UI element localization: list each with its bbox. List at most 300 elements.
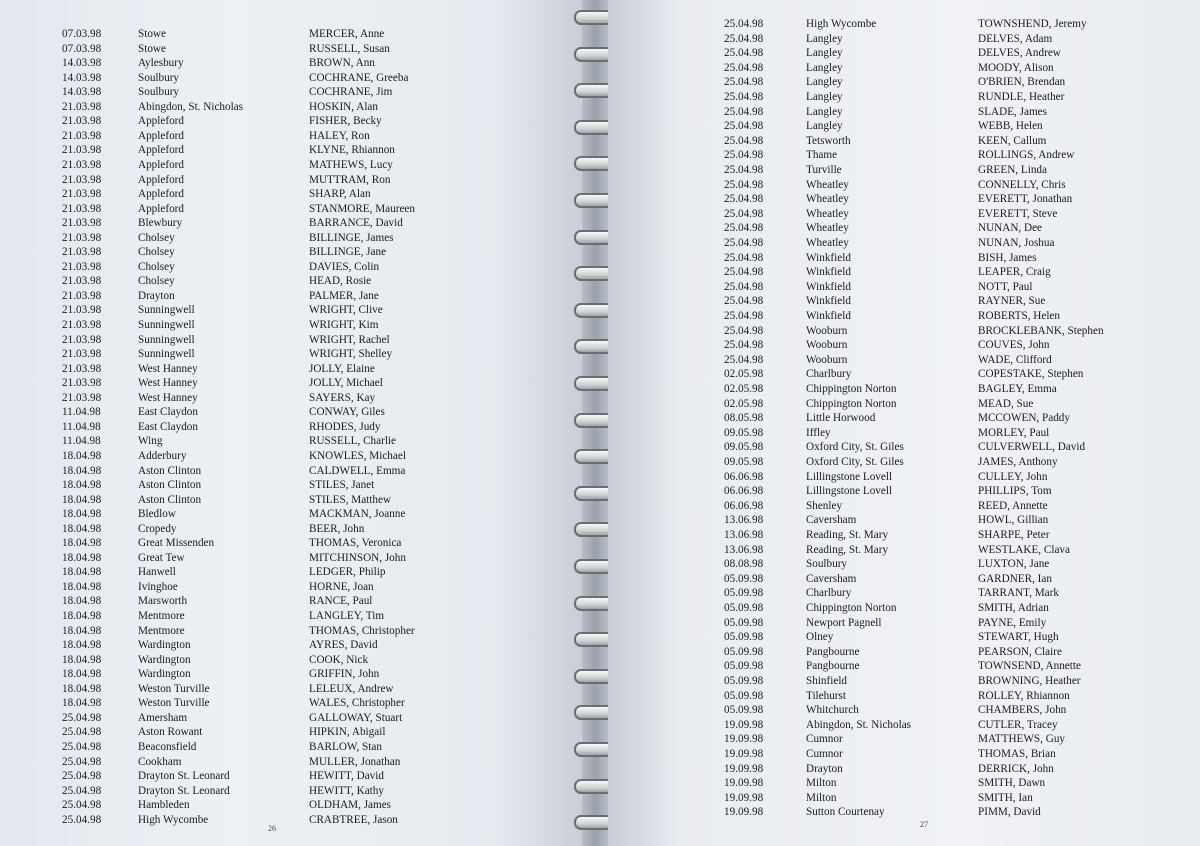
- place-cell: Winkfield: [806, 280, 851, 293]
- place-cell: Reading, St. Mary: [806, 543, 889, 556]
- list-row: [608, 32, 1200, 46]
- list-row: [608, 105, 1200, 119]
- list-row: [0, 711, 582, 725]
- list-row: [0, 580, 582, 594]
- name-cell: EVERETT, Steve: [978, 207, 1058, 220]
- date-cell: 25.04.98: [724, 353, 764, 366]
- list-row: [0, 303, 582, 317]
- place-cell: Charlbury: [806, 587, 852, 600]
- name-cell: GRIFFIN, John: [309, 668, 380, 681]
- name-cell: SHARPE, Peter: [978, 529, 1050, 541]
- name-cell: SMITH, Dawn: [978, 777, 1046, 790]
- name-cell: TOWNSHEND, Jeremy: [978, 18, 1087, 30]
- date-cell: 25.04.98: [62, 813, 102, 826]
- date-cell: 25.04.98: [62, 755, 102, 768]
- place-cell: Milton: [806, 777, 837, 790]
- list-row: [608, 703, 1200, 717]
- date-cell: 25.04.98: [724, 266, 764, 279]
- name-cell: MATTHEWS, Guy: [978, 733, 1066, 746]
- list-row: [0, 318, 582, 332]
- name-cell: DELVES, Adam: [978, 32, 1053, 45]
- date-cell: 25.04.98: [724, 251, 764, 264]
- date-cell: 19.09.98: [724, 718, 764, 731]
- list-row: [0, 696, 582, 710]
- date-cell: 25.04.98: [724, 134, 764, 147]
- place-cell: Caversham: [806, 572, 857, 585]
- place-cell: Appleford: [138, 115, 184, 128]
- place-cell: West Hanney: [138, 362, 198, 375]
- name-cell: BILLINGE, Jane: [309, 246, 387, 259]
- place-cell: Great Missenden: [138, 537, 215, 550]
- date-cell: 25.04.98: [724, 222, 764, 235]
- date-cell: 05.09.98: [724, 645, 764, 658]
- place-cell: Soulbury: [806, 558, 848, 571]
- date-cell: 19.09.98: [724, 791, 764, 804]
- place-cell: Sunningwell: [138, 348, 195, 361]
- date-cell: 05.09.98: [724, 689, 764, 702]
- name-cell: AYRES, David: [309, 639, 378, 652]
- date-cell: 25.04.98: [724, 164, 764, 176]
- name-cell: CALDWELL, Emma: [309, 464, 406, 477]
- list-row: [608, 397, 1200, 411]
- list-row: [608, 367, 1200, 381]
- date-cell: 18.04.98: [62, 595, 102, 608]
- place-cell: Chippington Norton: [806, 397, 897, 410]
- place-cell: Cholsey: [138, 260, 175, 273]
- list-row: [0, 536, 582, 550]
- date-cell: 13.06.98: [724, 514, 764, 527]
- list-row: [0, 42, 582, 56]
- list-row: [608, 572, 1200, 586]
- name-cell: RUNDLE, Heather: [978, 91, 1065, 103]
- date-cell: 18.04.98: [62, 449, 102, 462]
- date-cell: 21.03.98: [62, 304, 102, 317]
- name-cell: RUSSELL, Susan: [309, 42, 390, 55]
- list-row: [0, 202, 582, 216]
- list-row: [608, 251, 1200, 265]
- place-cell: Shinfield: [806, 675, 848, 687]
- list-row: [0, 755, 582, 769]
- name-cell: PAYNE, Emily: [978, 616, 1047, 629]
- list-row: [608, 805, 1200, 819]
- name-cell: STILES, Matthew: [309, 493, 392, 506]
- list-row: [608, 75, 1200, 89]
- list-row: [608, 513, 1200, 527]
- list-row: [608, 762, 1200, 776]
- place-cell: Aston Rowant: [138, 726, 203, 739]
- list-row: [608, 732, 1200, 746]
- name-cell: THOMAS, Veronica: [309, 537, 402, 550]
- place-cell: Cumnor: [806, 748, 843, 760]
- list-row: [608, 718, 1200, 732]
- place-cell: Wardington: [138, 639, 191, 652]
- right-page-number: 27: [920, 820, 928, 829]
- list-row: [0, 289, 582, 303]
- date-cell: 18.04.98: [62, 508, 102, 521]
- date-cell: 18.04.98: [62, 537, 102, 550]
- date-cell: 11.04.98: [62, 435, 101, 448]
- place-cell: Langley: [806, 120, 843, 133]
- date-cell: 21.03.98: [62, 289, 102, 302]
- list-row: [608, 630, 1200, 644]
- place-cell: Soulbury: [138, 71, 180, 84]
- name-cell: CULLEY, John: [978, 470, 1048, 483]
- place-cell: Cookham: [138, 755, 182, 768]
- list-row: [0, 274, 582, 288]
- date-cell: 25.04.98: [724, 193, 764, 206]
- place-cell: Iffley: [806, 426, 831, 439]
- place-cell: Milton: [806, 791, 837, 804]
- name-cell: MOODY, Alison: [978, 61, 1054, 74]
- list-row: [608, 46, 1200, 60]
- name-cell: RANCE, Paul: [309, 595, 373, 608]
- list-row: [608, 338, 1200, 352]
- date-cell: 21.03.98: [62, 333, 102, 346]
- place-cell: Cholsey: [138, 231, 175, 244]
- list-row: [0, 725, 582, 739]
- name-cell: CONNELLY, Chris: [978, 178, 1066, 191]
- date-cell: 25.04.98: [724, 295, 764, 308]
- date-cell: 11.04.98: [62, 420, 101, 433]
- place-cell: Appleford: [138, 173, 184, 186]
- name-cell: DAVIES, Colin: [309, 260, 380, 273]
- name-cell: FISHER, Becky: [309, 115, 382, 128]
- left-page: [0, 0, 582, 846]
- list-row: [608, 280, 1200, 294]
- name-cell: SHARP, Alan: [309, 188, 371, 201]
- name-cell: HOWL, Gillian: [978, 514, 1049, 527]
- name-cell: O'BRIEN, Brendan: [978, 76, 1066, 89]
- place-cell: Langley: [806, 76, 843, 89]
- place-cell: Charlbury: [806, 368, 852, 381]
- name-cell: LANGLEY, Tim: [309, 610, 385, 622]
- date-cell: 13.06.98: [724, 543, 764, 556]
- name-cell: MULLER, Jonathan: [309, 755, 401, 768]
- place-cell: Tetsworth: [806, 134, 851, 147]
- list-row: [0, 653, 582, 667]
- list-row: [0, 173, 582, 187]
- name-cell: SMITH, Adrian: [978, 602, 1049, 614]
- date-cell: 18.04.98: [62, 479, 102, 492]
- name-cell: MACKMAN, Joanne: [309, 508, 406, 521]
- date-cell: 21.03.98: [62, 362, 102, 375]
- place-cell: Stowe: [138, 42, 166, 55]
- list-row: [608, 382, 1200, 396]
- list-row: [0, 478, 582, 492]
- name-cell: NUNAN, Dee: [978, 222, 1043, 235]
- list-row: [608, 791, 1200, 805]
- name-cell: HIPKIN, Abigail: [309, 726, 386, 739]
- date-cell: 18.04.98: [62, 522, 102, 535]
- place-cell: Sunningwell: [138, 319, 195, 331]
- place-cell: Appleford: [138, 144, 184, 157]
- date-cell: 25.04.98: [62, 799, 102, 812]
- list-row: [608, 747, 1200, 761]
- date-cell: 02.05.98: [724, 368, 764, 381]
- name-cell: WALES, Christopher: [309, 697, 405, 710]
- name-cell: HORNE, Joan: [309, 580, 374, 593]
- list-row: [608, 484, 1200, 498]
- place-cell: Winkfield: [806, 266, 851, 279]
- date-cell: 14.03.98: [62, 71, 102, 84]
- name-cell: RAYNER, Sue: [978, 295, 1046, 308]
- list-row: [608, 353, 1200, 367]
- date-cell: 25.04.98: [62, 770, 102, 783]
- date-cell: 25.04.98: [724, 47, 764, 60]
- list-row: [0, 565, 582, 579]
- date-cell: 18.04.98: [62, 624, 102, 637]
- place-cell: Marsworth: [138, 595, 188, 608]
- name-cell: LEAPER, Craig: [978, 266, 1051, 279]
- date-cell: 18.04.98: [62, 697, 102, 710]
- place-cell: Wheatley: [806, 193, 849, 206]
- place-cell: Little Horwood: [806, 412, 876, 425]
- date-cell: 08.08.98: [724, 558, 764, 571]
- list-row: [0, 85, 582, 99]
- list-row: [608, 163, 1200, 177]
- place-cell: Ivinghoe: [138, 580, 178, 593]
- list-row: [0, 143, 582, 157]
- place-cell: East Claydon: [138, 420, 198, 433]
- date-cell: 07.03.98: [62, 28, 102, 40]
- name-cell: MCCOWEN, Paddy: [978, 412, 1070, 425]
- list-row: [0, 362, 582, 376]
- list-row: [608, 470, 1200, 484]
- place-cell: Turville: [806, 164, 842, 176]
- date-cell: 02.05.98: [724, 397, 764, 410]
- place-cell: Weston Turville: [138, 682, 210, 695]
- date-cell: 25.04.98: [724, 310, 764, 322]
- name-cell: SAYERS, Kay: [309, 391, 376, 404]
- date-cell: 21.03.98: [62, 217, 102, 230]
- list-row: [608, 265, 1200, 279]
- date-cell: 05.09.98: [724, 631, 764, 644]
- date-cell: 21.03.98: [62, 173, 102, 186]
- date-cell: 18.04.98: [62, 653, 102, 666]
- left-page-number: 26: [268, 824, 276, 833]
- name-cell: BAGLEY, Emma: [978, 383, 1057, 395]
- list-row: [608, 134, 1200, 148]
- list-row: [608, 221, 1200, 235]
- list-row: [0, 667, 582, 681]
- place-cell: Wooburn: [806, 339, 848, 352]
- place-cell: Wardington: [138, 668, 191, 681]
- name-cell: PHILLIPS, Tom: [978, 485, 1052, 498]
- date-cell: 21.03.98: [62, 144, 102, 157]
- list-row: [608, 543, 1200, 557]
- date-cell: 25.04.98: [62, 726, 102, 739]
- name-cell: JOLLY, Michael: [309, 377, 383, 390]
- list-row: [0, 114, 582, 128]
- date-cell: 19.09.98: [724, 777, 764, 790]
- place-cell: Cumnor: [806, 733, 843, 746]
- place-cell: Tilehurst: [806, 689, 846, 702]
- list-row: [0, 391, 582, 405]
- list-row: [0, 333, 582, 347]
- list-row: [608, 148, 1200, 162]
- name-cell: KNOWLES, Michael: [309, 449, 406, 462]
- place-cell: Abingdon, St. Nicholas: [806, 718, 912, 731]
- place-cell: Wooburn: [806, 353, 848, 366]
- place-cell: Whitchurch: [806, 704, 859, 717]
- date-cell: 19.09.98: [724, 806, 764, 819]
- place-cell: Lillingstone Lovell: [806, 470, 893, 483]
- list-row: [608, 236, 1200, 250]
- list-row: [0, 245, 582, 259]
- name-cell: STEWART, Hugh: [978, 631, 1059, 644]
- place-cell: Cropedy: [138, 522, 177, 535]
- date-cell: 21.03.98: [62, 377, 102, 390]
- name-cell: COCHRANE, Greeba: [309, 71, 409, 84]
- name-cell: HOSKIN, Alan: [309, 100, 378, 113]
- list-row: [608, 411, 1200, 425]
- list-row: [608, 776, 1200, 790]
- list-row: [0, 71, 582, 85]
- date-cell: 18.04.98: [62, 639, 102, 652]
- date-cell: 19.09.98: [724, 733, 764, 746]
- list-row: [608, 192, 1200, 206]
- date-cell: 21.03.98: [62, 260, 102, 273]
- name-cell: MEAD, Sue: [978, 397, 1034, 410]
- place-cell: Wooburn: [806, 324, 848, 337]
- place-cell: Drayton St. Leonard: [138, 770, 230, 783]
- place-cell: Oxford City, St. Giles: [806, 456, 904, 468]
- place-cell: Appleford: [138, 158, 184, 171]
- date-cell: 25.04.98: [724, 178, 764, 191]
- place-cell: Olney: [806, 631, 834, 644]
- place-cell: Lillingstone Lovell: [806, 485, 893, 498]
- place-cell: Wheatley: [806, 237, 849, 249]
- place-cell: Langley: [806, 47, 843, 60]
- place-cell: Cholsey: [138, 275, 175, 288]
- date-cell: 25.04.98: [724, 324, 764, 337]
- name-cell: JAMES, Anthony: [978, 456, 1058, 468]
- place-cell: Newport Pagnell: [806, 616, 882, 629]
- place-cell: Amersham: [138, 711, 188, 724]
- place-cell: Beaconsfield: [138, 740, 197, 753]
- name-cell: NOTT, Paul: [978, 280, 1033, 293]
- name-cell: HEWITT, Kathy: [309, 784, 384, 797]
- name-cell: RUSSELL, Charlie: [309, 435, 397, 448]
- list-row: [608, 616, 1200, 630]
- list-row: [0, 27, 582, 41]
- name-cell: WRIGHT, Clive: [309, 304, 383, 317]
- date-cell: 25.04.98: [724, 61, 764, 74]
- date-cell: 18.04.98: [62, 668, 102, 681]
- list-row: [608, 689, 1200, 703]
- date-cell: 21.03.98: [62, 319, 102, 331]
- name-cell: COCHRANE, Jim: [309, 86, 393, 99]
- list-row: [608, 207, 1200, 221]
- date-cell: 06.06.98: [724, 499, 764, 512]
- date-cell: 05.09.98: [724, 587, 764, 600]
- date-cell: 25.04.98: [724, 120, 764, 133]
- date-cell: 05.09.98: [724, 602, 764, 614]
- name-cell: CONWAY, Giles: [309, 406, 385, 419]
- list-row: [608, 324, 1200, 338]
- name-cell: DERRICK, John: [978, 762, 1054, 775]
- date-cell: 21.03.98: [62, 158, 102, 171]
- place-cell: High Wycombe: [138, 813, 209, 826]
- date-cell: 08.05.98: [724, 412, 764, 425]
- name-cell: CUTLER, Tracey: [978, 718, 1058, 731]
- place-cell: Mentmore: [138, 610, 185, 622]
- list-row: [608, 557, 1200, 571]
- name-cell: WRIGHT, Kim: [309, 319, 379, 331]
- list-row: [0, 347, 582, 361]
- place-cell: Mentmore: [138, 624, 185, 637]
- name-cell: BILLINGE, James: [309, 231, 394, 244]
- place-cell: Oxford City, St. Giles: [806, 441, 904, 454]
- place-cell: Aylesbury: [138, 57, 184, 70]
- list-row: [608, 17, 1200, 31]
- date-cell: 05.09.98: [724, 660, 764, 673]
- name-cell: ROLLEY, Rhiannon: [978, 689, 1070, 702]
- date-cell: 05.09.98: [724, 675, 764, 687]
- place-cell: Pangbourne: [806, 645, 860, 658]
- date-cell: 21.03.98: [62, 100, 102, 113]
- list-row: [0, 434, 582, 448]
- place-cell: Winkfield: [806, 310, 851, 322]
- list-row: [608, 455, 1200, 469]
- name-cell: HEWITT, David: [309, 770, 384, 783]
- name-cell: MORLEY, Paul: [978, 426, 1050, 439]
- list-row: [0, 813, 582, 827]
- list-row: [608, 119, 1200, 133]
- name-cell: DELVES, Andrew: [978, 47, 1061, 60]
- date-cell: 13.06.98: [724, 529, 764, 541]
- list-row: [0, 216, 582, 230]
- place-cell: Shenley: [806, 499, 843, 512]
- date-cell: 09.05.98: [724, 456, 764, 468]
- name-cell: WRIGHT, Rachel: [309, 333, 390, 346]
- place-cell: Drayton: [806, 762, 843, 775]
- list-row: [0, 638, 582, 652]
- list-row: [608, 426, 1200, 440]
- date-cell: 09.05.98: [724, 426, 764, 439]
- place-cell: Sunningwell: [138, 304, 195, 317]
- place-cell: Aston Clinton: [138, 479, 202, 492]
- date-cell: 25.04.98: [724, 32, 764, 45]
- date-cell: 21.03.98: [62, 202, 102, 215]
- name-cell: SLADE, James: [978, 105, 1047, 118]
- date-cell: 18.04.98: [62, 551, 102, 564]
- list-row: [608, 645, 1200, 659]
- name-cell: COPESTAKE, Stephen: [978, 368, 1084, 381]
- name-cell: GARDNER, Ian: [978, 572, 1052, 585]
- name-cell: PALMER, Jane: [309, 289, 379, 302]
- date-cell: 18.04.98: [62, 682, 102, 695]
- date-cell: 25.04.98: [724, 339, 764, 352]
- name-cell: LEDGER, Philip: [309, 566, 386, 579]
- name-cell: BROWN, Ann: [309, 57, 375, 70]
- place-cell: Great Tew: [138, 551, 185, 564]
- name-cell: GREEN, Linda: [978, 164, 1047, 176]
- name-cell: MITCHINSON, John: [309, 551, 406, 564]
- place-cell: Langley: [806, 105, 843, 118]
- name-cell: OLDHAM, James: [309, 799, 392, 812]
- name-cell: CHAMBERS, John: [978, 704, 1067, 717]
- place-cell: Adderbury: [138, 449, 187, 462]
- date-cell: 21.03.98: [62, 246, 102, 259]
- name-cell: WADE, Clifford: [978, 353, 1052, 366]
- name-cell: THOMAS, Christopher: [309, 624, 415, 637]
- list-row: [608, 499, 1200, 513]
- list-row: [0, 464, 582, 478]
- place-cell: Cholsey: [138, 246, 175, 259]
- list-row: [0, 594, 582, 608]
- date-cell: 18.04.98: [62, 610, 102, 622]
